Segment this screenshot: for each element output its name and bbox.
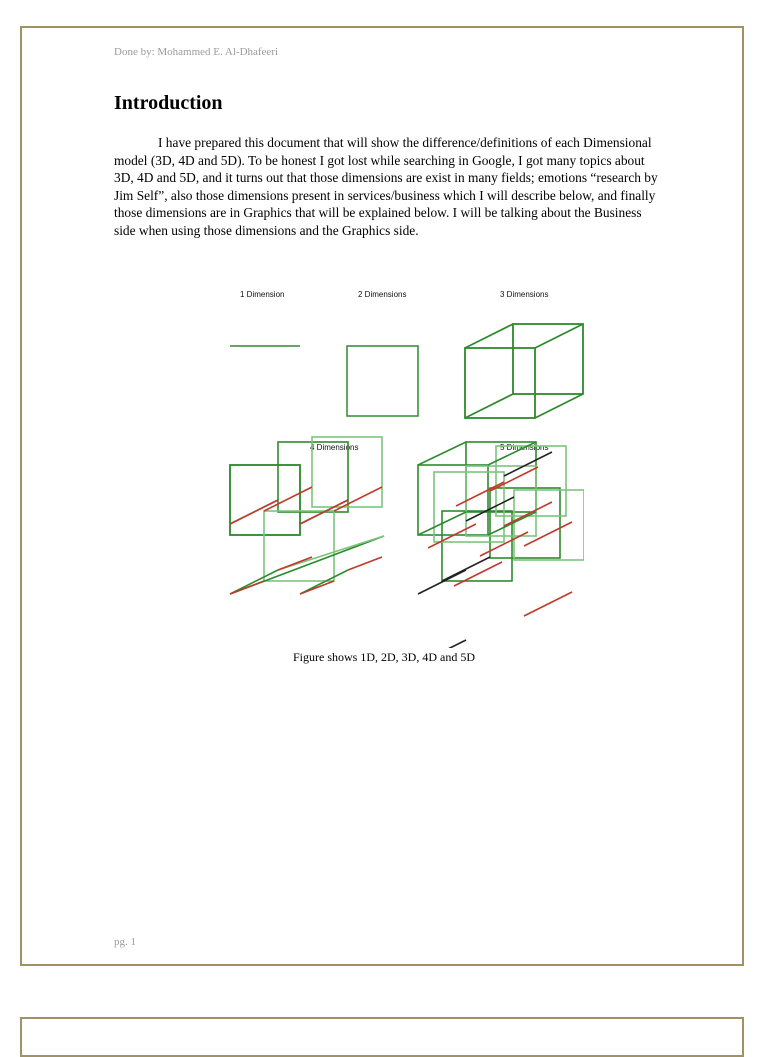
header-author: Done by: Mohammed E. Al-Dhafeeri <box>114 46 279 58</box>
dimensions-figure <box>204 286 584 648</box>
label-4d: 4 Dimensions <box>310 443 359 452</box>
figure-caption: Figure shows 1D, 2D, 3D, 4D and 5D <box>293 650 475 664</box>
section-heading: Introduction <box>114 92 223 114</box>
next-page-edge <box>20 1017 744 1057</box>
label-1d: 1 Dimension <box>240 290 285 299</box>
label-3d: 3 Dimensions <box>500 290 549 299</box>
document-page <box>20 26 744 966</box>
shape-5d-penteract <box>418 442 584 648</box>
shape-3d-cube <box>465 324 583 418</box>
shape-4d-tesseract <box>230 437 384 594</box>
page-number: pg. 1 <box>114 936 136 948</box>
shape-2d-square <box>347 346 418 416</box>
label-2d: 2 Dimensions <box>358 290 407 299</box>
label-5d: 5 Dimensions <box>500 443 549 452</box>
intro-paragraph: I have prepared this document that will show the difference/definitions of each Dimensional model (3D, 4D and 5D). To be honest I got lost while searching in Google, I got many topics about 3D, 4D and 5D, and it turns out that those dimensions are exist in many fields; emotions “research by Jim Self”, also those dimensions present in services/business which I will describe below, and finally those dimensions are in Graphics that will be explained below. I will be talking about the Business side when using those dimensions and the Graphics side. <box>114 135 658 238</box>
